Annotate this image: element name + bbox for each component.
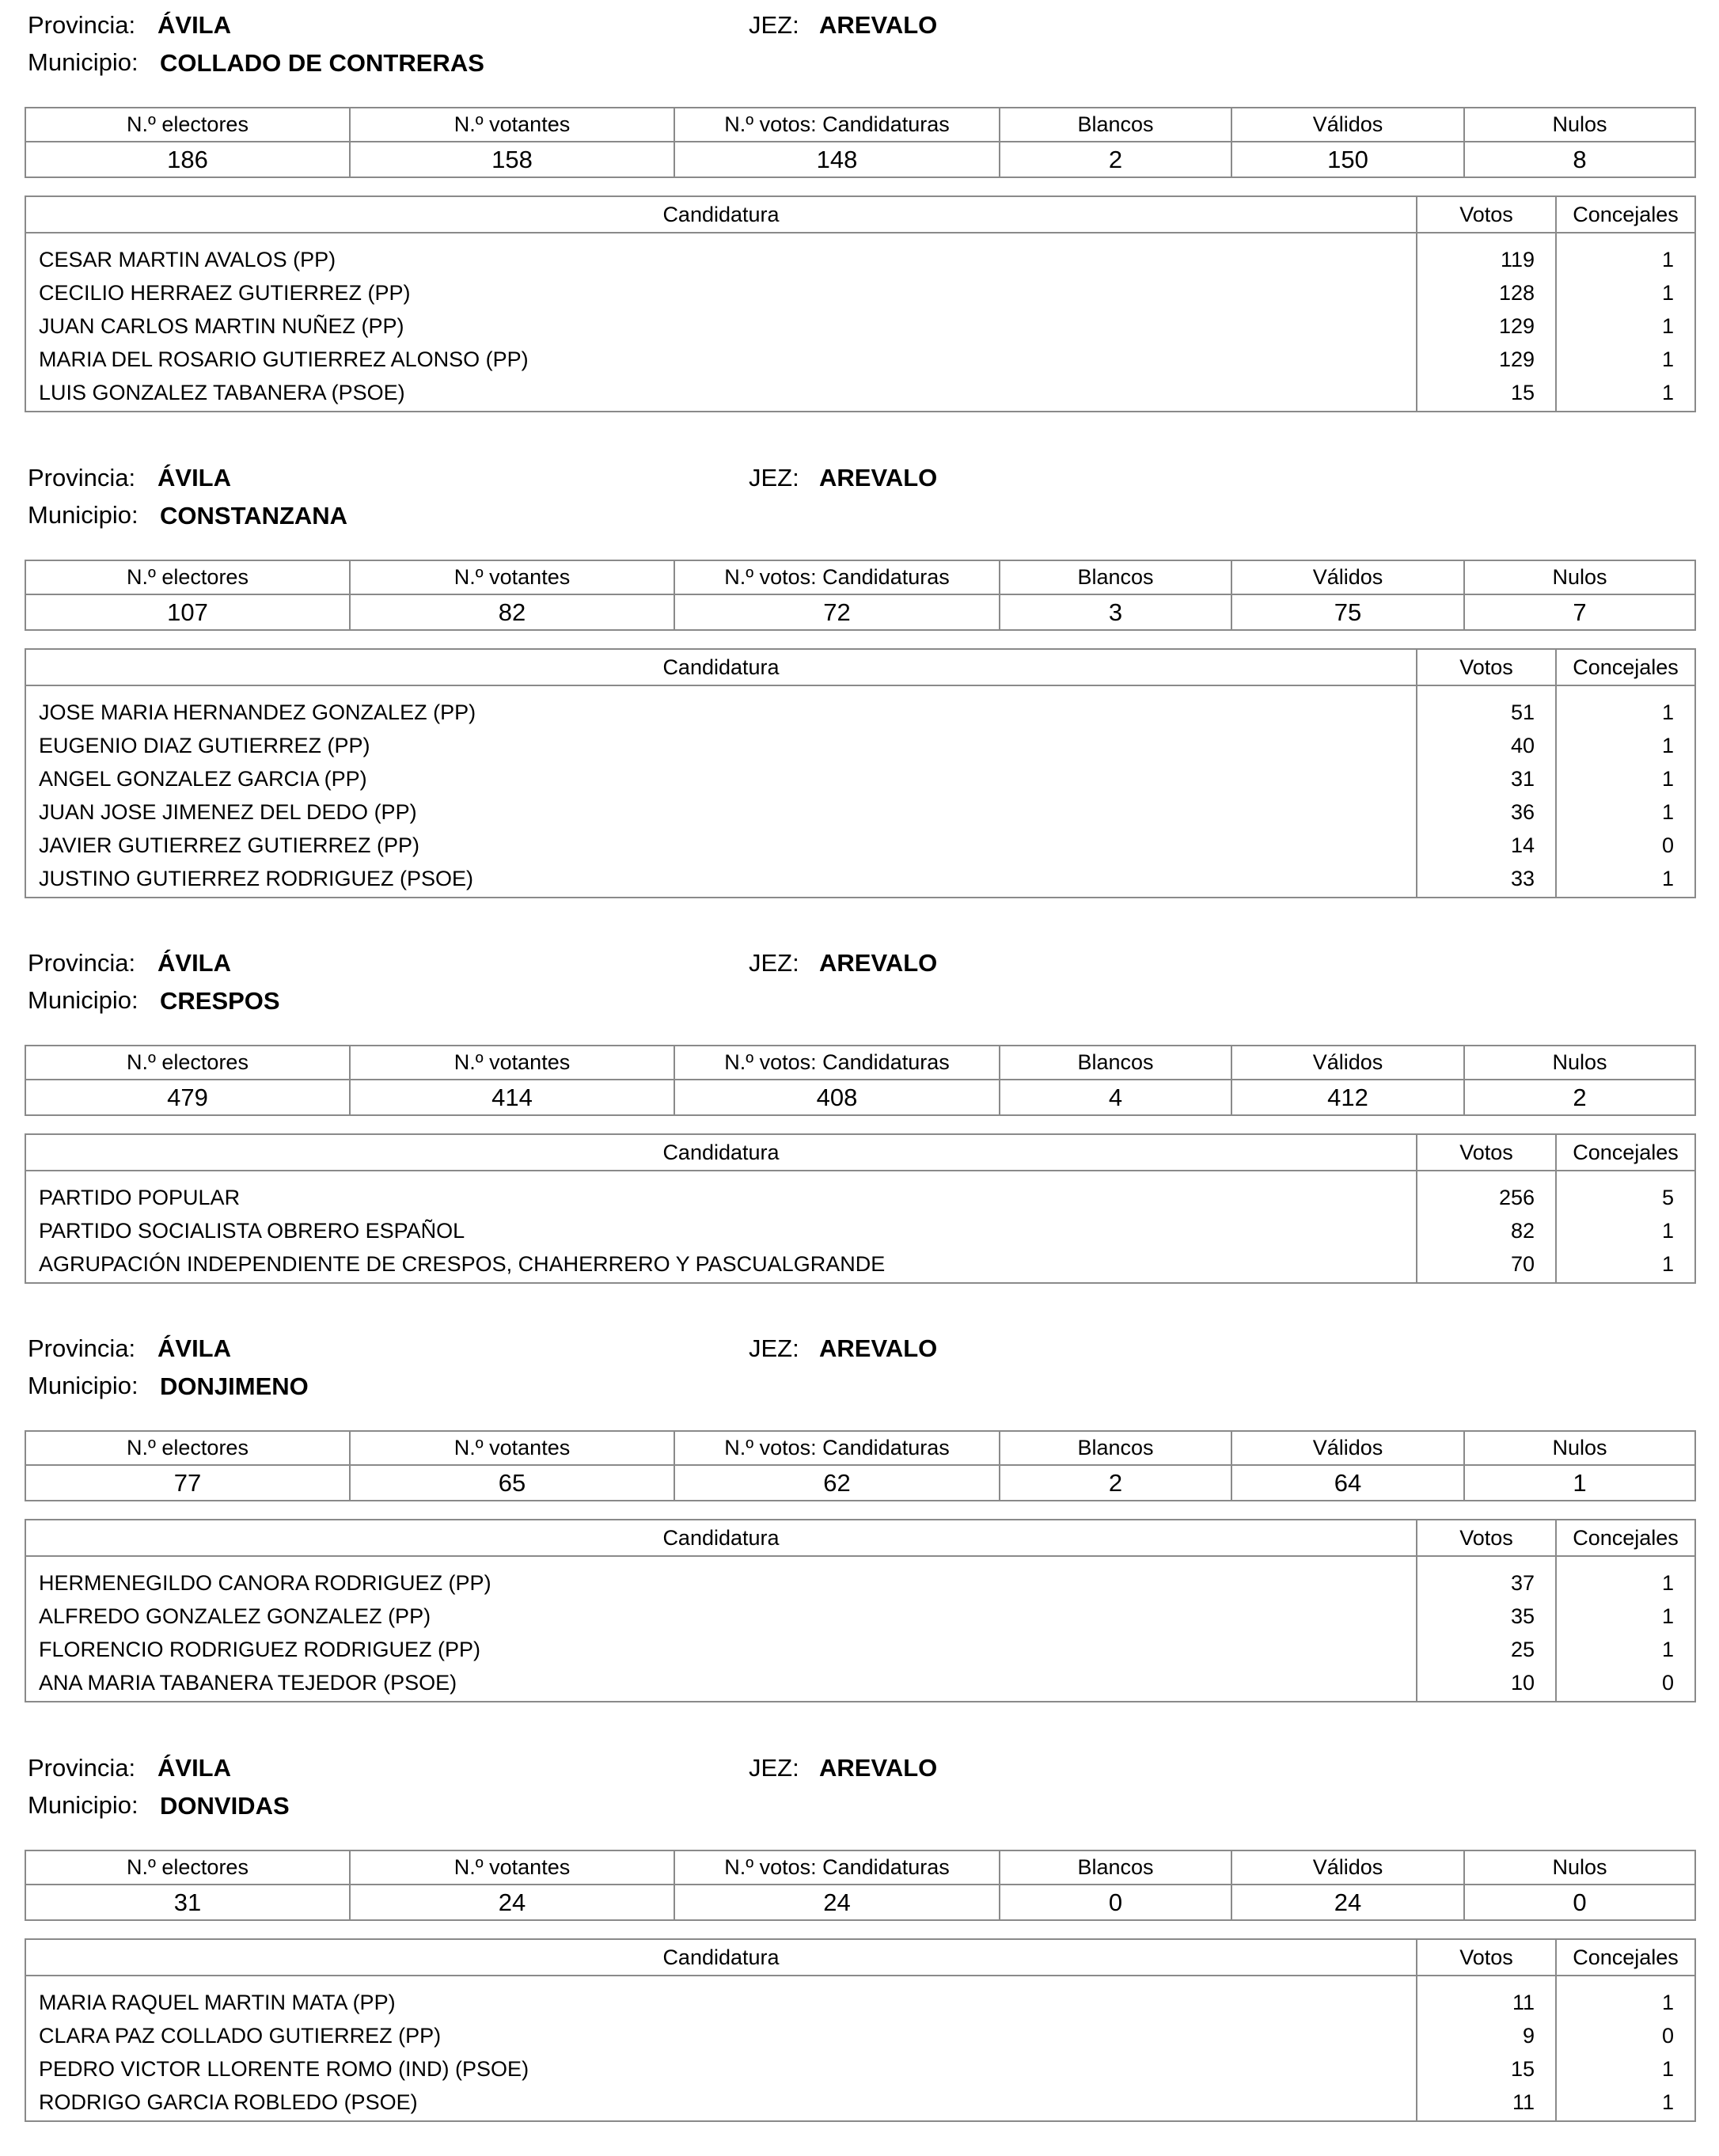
summary-value-blancos: 2 xyxy=(1000,1465,1231,1501)
candidate-votos: 11 xyxy=(1417,1976,1556,2019)
municipio-value: DONJIMENO xyxy=(160,1372,309,1400)
candidate-name: RODRIGO GARCIA ROBLEDO (PSOE) xyxy=(39,2090,418,2114)
candidate-row xyxy=(25,2019,1695,2052)
candidate-concejales: 1 xyxy=(1556,685,1695,729)
candidate-votos: 15 xyxy=(1417,2052,1556,2086)
summary-header-validos: Válidos xyxy=(1231,108,1464,142)
candidate-row xyxy=(25,729,1695,762)
summary-header-blancos: Blancos xyxy=(1000,1046,1231,1080)
candidate-name: EUGENIO DIAZ GUTIERREZ (PP) xyxy=(39,733,370,757)
summary-table xyxy=(25,1850,1696,1921)
candidate-name: FLORENCIO RODRIGUEZ RODRIGUEZ (PP) xyxy=(39,1637,481,1661)
candidate-row xyxy=(25,1633,1695,1666)
summary-value-validos: 412 xyxy=(1231,1080,1464,1115)
summary-header-votos-candidaturas: N.º votos: Candidaturas xyxy=(674,1046,1000,1080)
summary-value-validos: 24 xyxy=(1231,1885,1464,1920)
summary-value-votantes: 158 xyxy=(350,142,674,177)
candidate-name: PARTIDO SOCIALISTA OBRERO ESPAÑOL xyxy=(39,1218,465,1243)
jez-value: AREVALO xyxy=(819,11,938,39)
candidate-concejales: 1 xyxy=(1556,1214,1695,1247)
summary-table xyxy=(25,560,1696,631)
concejales-header: Concejales xyxy=(1556,1939,1695,1976)
summary-header-votantes: N.º votantes xyxy=(350,560,674,594)
candidate-row xyxy=(25,1556,1695,1600)
candidate-concejales: 1 xyxy=(1556,376,1695,412)
candidatura-table xyxy=(25,1133,1696,1284)
candidate-votos: 25 xyxy=(1417,1633,1556,1666)
candidate-concejales: 1 xyxy=(1556,729,1695,762)
candidate-row xyxy=(25,309,1695,343)
jez-label: JEZ: xyxy=(749,949,799,977)
jez-label: JEZ: xyxy=(749,1334,799,1362)
candidate-concejales: 1 xyxy=(1556,276,1695,309)
candidate-name: CESAR MARTIN AVALOS (PP) xyxy=(39,247,336,271)
candidate-name: JUAN JOSE JIMENEZ DEL DEDO (PP) xyxy=(39,799,417,824)
summary-value-votos-candidaturas: 408 xyxy=(674,1080,1000,1115)
candidate-name: PEDRO VICTOR LLORENTE ROMO (IND) (PSOE) xyxy=(39,2056,529,2081)
candidate-row xyxy=(25,862,1695,898)
candidate-row xyxy=(25,343,1695,376)
summary-header-electores: N.º electores xyxy=(25,108,350,142)
candidate-row xyxy=(25,2086,1695,2121)
summary-header-electores: N.º electores xyxy=(25,560,350,594)
provincia-value: ÁVILA xyxy=(157,949,231,977)
summary-value-votos-candidaturas: 148 xyxy=(674,142,1000,177)
candidate-name: LUIS GONZALEZ TABANERA (PSOE) xyxy=(39,380,405,404)
candidate-name: MARIA RAQUEL MARTIN MATA (PP) xyxy=(39,1990,396,2014)
candidate-name: MARIA DEL ROSARIO GUTIERREZ ALONSO (PP) xyxy=(39,347,529,371)
votos-header: Votos xyxy=(1417,196,1556,233)
municipio-label: Municipio: xyxy=(28,48,139,76)
candidate-concejales: 0 xyxy=(1556,2019,1695,2052)
candidate-name: ANGEL GONZALEZ GARCIA (PP) xyxy=(39,766,367,791)
candidatura-table xyxy=(25,1519,1696,1702)
candidatura-header: Candidatura xyxy=(25,1134,1417,1171)
candidate-votos: 119 xyxy=(1417,233,1556,276)
summary-value-votantes: 65 xyxy=(350,1465,674,1501)
summary-header-nulos: Nulos xyxy=(1464,1046,1695,1080)
candidate-row xyxy=(25,233,1695,276)
candidate-name: ANA MARIA TABANERA TEJEDOR (PSOE) xyxy=(39,1670,457,1695)
municipio-block xyxy=(0,11,1719,416)
summary-values-row xyxy=(25,142,1695,177)
candidate-votos: 40 xyxy=(1417,729,1556,762)
municipio-label: Municipio: xyxy=(28,501,139,529)
candidatura-table xyxy=(25,195,1696,412)
candidate-votos: 129 xyxy=(1417,309,1556,343)
votos-header: Votos xyxy=(1417,649,1556,685)
summary-table xyxy=(25,1045,1696,1116)
candidate-concejales: 1 xyxy=(1556,2052,1695,2086)
candidate-name: HERMENEGILDO CANORA RODRIGUEZ (PP) xyxy=(39,1570,491,1595)
municipio-value: CRESPOS xyxy=(160,987,280,1015)
candidatura-header-row xyxy=(25,1939,1695,1976)
jez-value: AREVALO xyxy=(819,949,938,977)
votos-header: Votos xyxy=(1417,1134,1556,1171)
summary-header-electores: N.º electores xyxy=(25,1850,350,1885)
candidatura-header-row xyxy=(25,1520,1695,1556)
candidate-concejales: 0 xyxy=(1556,1666,1695,1702)
summary-value-validos: 75 xyxy=(1231,594,1464,630)
candidate-concejales: 1 xyxy=(1556,1556,1695,1600)
candidate-row xyxy=(25,762,1695,795)
provincia-label: Provincia: xyxy=(28,1334,136,1362)
summary-value-votantes: 82 xyxy=(350,594,674,630)
candidate-name: CECILIO HERRAEZ GUTIERREZ (PP) xyxy=(39,280,411,305)
summary-value-electores: 186 xyxy=(25,142,350,177)
summary-value-nulos: 8 xyxy=(1464,142,1695,177)
summary-values-row xyxy=(25,594,1695,630)
provincia-label: Provincia: xyxy=(28,1754,136,1782)
summary-header-votantes: N.º votantes xyxy=(350,1850,674,1885)
candidatura-header: Candidatura xyxy=(25,1520,1417,1556)
candidate-votos: 14 xyxy=(1417,829,1556,862)
summary-value-blancos: 0 xyxy=(1000,1885,1231,1920)
summary-value-nulos: 0 xyxy=(1464,1885,1695,1920)
summary-value-validos: 64 xyxy=(1231,1465,1464,1501)
summary-header-nulos: Nulos xyxy=(1464,1850,1695,1885)
candidate-votos: 51 xyxy=(1417,685,1556,729)
summary-header-blancos: Blancos xyxy=(1000,560,1231,594)
candidate-row xyxy=(25,1600,1695,1633)
summary-header-votos-candidaturas: N.º votos: Candidaturas xyxy=(674,1850,1000,1885)
summary-header-validos: Válidos xyxy=(1231,560,1464,594)
municipio-block xyxy=(0,949,1719,1287)
summary-header-validos: Válidos xyxy=(1231,1046,1464,1080)
municipio-value: CONSTANZANA xyxy=(160,502,348,530)
candidate-concejales: 1 xyxy=(1556,309,1695,343)
candidate-row xyxy=(25,2052,1695,2086)
votos-header: Votos xyxy=(1417,1520,1556,1556)
candidate-name: ALFREDO GONZALEZ GONZALEZ (PP) xyxy=(39,1604,431,1628)
summary-header-electores: N.º electores xyxy=(25,1046,350,1080)
provincia-value: ÁVILA xyxy=(157,1754,231,1782)
provincia-value: ÁVILA xyxy=(157,464,231,492)
jez-label: JEZ: xyxy=(749,1754,799,1782)
summary-value-nulos: 2 xyxy=(1464,1080,1695,1115)
municipio-block xyxy=(0,1754,1719,2125)
candidate-concejales: 1 xyxy=(1556,795,1695,829)
provincia-label: Provincia: xyxy=(28,464,136,492)
provincia-value: ÁVILA xyxy=(157,11,231,39)
summary-header-votantes: N.º votantes xyxy=(350,1431,674,1465)
candidate-row xyxy=(25,829,1695,862)
summary-value-votos-candidaturas: 24 xyxy=(674,1885,1000,1920)
candidate-name: AGRUPACIÓN INDEPENDIENTE DE CRESPOS, CHAHERRERO Y PASCUALGRANDE xyxy=(39,1251,886,1276)
summary-value-blancos: 4 xyxy=(1000,1080,1231,1115)
candidate-votos: 33 xyxy=(1417,862,1556,898)
candidate-votos: 70 xyxy=(1417,1247,1556,1283)
summary-header-row xyxy=(25,1046,1695,1080)
candidatura-header: Candidatura xyxy=(25,1939,1417,1976)
municipio-label: Municipio: xyxy=(28,1791,139,1819)
candidate-name: JOSE MARIA HERNANDEZ GONZALEZ (PP) xyxy=(39,700,476,724)
concejales-header: Concejales xyxy=(1556,1134,1695,1171)
summary-header-row xyxy=(25,1431,1695,1465)
summary-header-votantes: N.º votantes xyxy=(350,1046,674,1080)
summary-header-validos: Válidos xyxy=(1231,1431,1464,1465)
candidatura-header-row xyxy=(25,196,1695,233)
jez-value: AREVALO xyxy=(819,1754,938,1782)
candidate-row xyxy=(25,276,1695,309)
candidate-votos: 128 xyxy=(1417,276,1556,309)
summary-header-validos: Válidos xyxy=(1231,1850,1464,1885)
candidate-votos: 31 xyxy=(1417,762,1556,795)
summary-value-votos-candidaturas: 72 xyxy=(674,594,1000,630)
summary-value-electores: 77 xyxy=(25,1465,350,1501)
municipio-label: Municipio: xyxy=(28,1372,139,1399)
summary-header-votos-candidaturas: N.º votos: Candidaturas xyxy=(674,1431,1000,1465)
jez-value: AREVALO xyxy=(819,464,938,492)
candidate-name: JUSTINO GUTIERREZ RODRIGUEZ (PSOE) xyxy=(39,866,474,890)
candidate-name: JUAN CARLOS MARTIN NUÑEZ (PP) xyxy=(39,313,404,338)
candidate-votos: 129 xyxy=(1417,343,1556,376)
summary-value-electores: 31 xyxy=(25,1885,350,1920)
candidate-votos: 10 xyxy=(1417,1666,1556,1702)
summary-header-electores: N.º electores xyxy=(25,1431,350,1465)
municipio-value: DONVIDAS xyxy=(160,1792,290,1820)
candidatura-header-row xyxy=(25,649,1695,685)
summary-table xyxy=(25,1430,1696,1501)
candidate-row xyxy=(25,685,1695,729)
candidate-concejales: 1 xyxy=(1556,862,1695,898)
candidate-concejales: 1 xyxy=(1556,1247,1695,1283)
candidate-row xyxy=(25,1976,1695,2019)
candidate-concejales: 5 xyxy=(1556,1171,1695,1214)
summary-header-blancos: Blancos xyxy=(1000,1431,1231,1465)
candidate-votos: 37 xyxy=(1417,1556,1556,1600)
concejales-header: Concejales xyxy=(1556,1520,1695,1556)
concejales-header: Concejales xyxy=(1556,196,1695,233)
jez-label: JEZ: xyxy=(749,11,799,39)
candidatura-header: Candidatura xyxy=(25,196,1417,233)
candidatura-header: Candidatura xyxy=(25,649,1417,685)
candidate-row xyxy=(25,1247,1695,1283)
candidate-concejales: 1 xyxy=(1556,1600,1695,1633)
summary-header-blancos: Blancos xyxy=(1000,1850,1231,1885)
summary-header-row xyxy=(25,108,1695,142)
summary-value-nulos: 7 xyxy=(1464,594,1695,630)
candidate-concejales: 1 xyxy=(1556,1976,1695,2019)
candidate-concejales: 1 xyxy=(1556,343,1695,376)
summary-value-votantes: 414 xyxy=(350,1080,674,1115)
candidate-votos: 11 xyxy=(1417,2086,1556,2121)
candidate-votos: 256 xyxy=(1417,1171,1556,1214)
candidate-concejales: 1 xyxy=(1556,233,1695,276)
concejales-header: Concejales xyxy=(1556,649,1695,685)
summary-value-nulos: 1 xyxy=(1464,1465,1695,1501)
candidate-row xyxy=(25,1214,1695,1247)
candidatura-table xyxy=(25,1938,1696,2122)
candidate-votos: 36 xyxy=(1417,795,1556,829)
summary-header-nulos: Nulos xyxy=(1464,108,1695,142)
municipio-label: Municipio: xyxy=(28,986,139,1014)
summary-value-votos-candidaturas: 62 xyxy=(674,1465,1000,1501)
candidate-votos: 82 xyxy=(1417,1214,1556,1247)
summary-value-validos: 150 xyxy=(1231,142,1464,177)
candidate-concejales: 0 xyxy=(1556,829,1695,862)
candidate-row xyxy=(25,795,1695,829)
summary-value-blancos: 2 xyxy=(1000,142,1231,177)
candidate-concejales: 1 xyxy=(1556,762,1695,795)
summary-value-votantes: 24 xyxy=(350,1885,674,1920)
jez-label: JEZ: xyxy=(749,464,799,492)
municipio-block xyxy=(0,464,1719,901)
candidate-row xyxy=(25,1171,1695,1214)
candidate-votos: 9 xyxy=(1417,2019,1556,2052)
candidatura-header-row xyxy=(25,1134,1695,1171)
summary-values-row xyxy=(25,1885,1695,1920)
candidatura-table xyxy=(25,648,1696,898)
candidate-name: JAVIER GUTIERREZ GUTIERREZ (PP) xyxy=(39,833,420,857)
summary-header-blancos: Blancos xyxy=(1000,108,1231,142)
summary-header-votos-candidaturas: N.º votos: Candidaturas xyxy=(674,560,1000,594)
candidate-votos: 35 xyxy=(1417,1600,1556,1633)
summary-header-nulos: Nulos xyxy=(1464,560,1695,594)
jez-value: AREVALO xyxy=(819,1334,938,1362)
provincia-value: ÁVILA xyxy=(157,1334,231,1362)
summary-header-row xyxy=(25,560,1695,594)
summary-values-row xyxy=(25,1465,1695,1501)
summary-value-electores: 107 xyxy=(25,594,350,630)
provincia-label: Provincia: xyxy=(28,949,136,977)
summary-header-nulos: Nulos xyxy=(1464,1431,1695,1465)
candidate-row xyxy=(25,1666,1695,1702)
votos-header: Votos xyxy=(1417,1939,1556,1976)
candidate-row xyxy=(25,376,1695,412)
summary-header-row xyxy=(25,1850,1695,1885)
summary-values-row xyxy=(25,1080,1695,1115)
candidate-concejales: 1 xyxy=(1556,2086,1695,2121)
summary-header-votos-candidaturas: N.º votos: Candidaturas xyxy=(674,108,1000,142)
candidate-name: CLARA PAZ COLLADO GUTIERREZ (PP) xyxy=(39,2023,442,2048)
summary-table xyxy=(25,107,1696,178)
summary-value-electores: 479 xyxy=(25,1080,350,1115)
municipio-block xyxy=(0,1334,1719,1706)
candidate-name: PARTIDO POPULAR xyxy=(39,1185,241,1209)
candidate-votos: 15 xyxy=(1417,376,1556,412)
candidate-concejales: 1 xyxy=(1556,1633,1695,1666)
summary-header-votantes: N.º votantes xyxy=(350,108,674,142)
provincia-label: Provincia: xyxy=(28,11,136,39)
municipio-value: COLLADO DE CONTRERAS xyxy=(160,49,484,77)
summary-value-blancos: 3 xyxy=(1000,594,1231,630)
